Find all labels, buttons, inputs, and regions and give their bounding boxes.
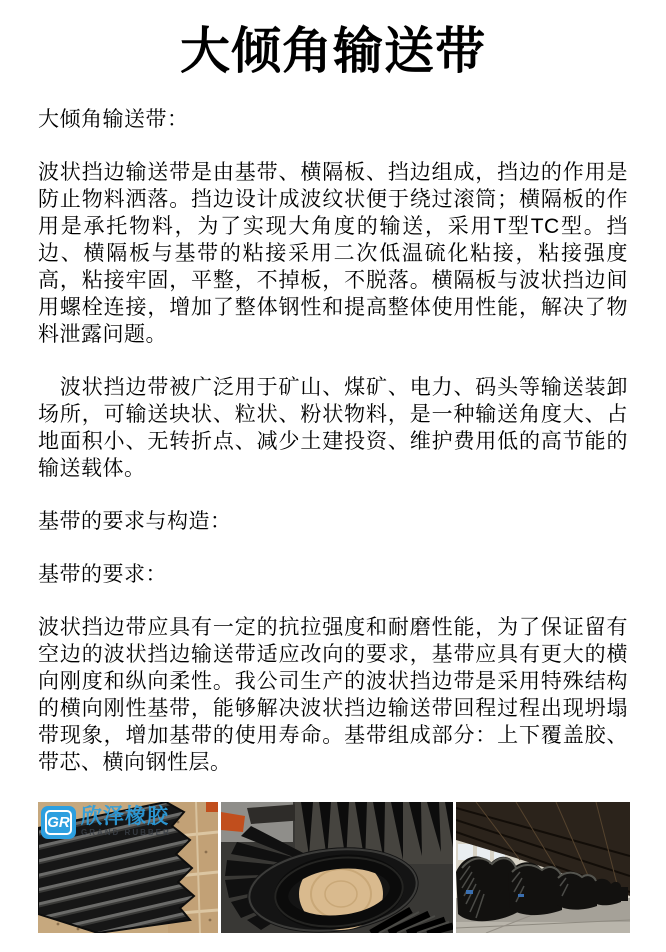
brand-name-english: GRAND RUBBER bbox=[81, 828, 171, 837]
photo-belt-loop-closeup bbox=[221, 802, 453, 933]
product-page bbox=[0, 22, 666, 952]
photo-belt-loop-image bbox=[221, 802, 453, 933]
brand-name-chinese: 欣泽橡胶 bbox=[81, 805, 169, 828]
gr-monogram: GR bbox=[45, 810, 72, 835]
page-title: 大倾角输送带 bbox=[180, 23, 486, 79]
intro-heading: 大倾角输送带： bbox=[38, 108, 189, 131]
section-heading-base-belt-requirements: 基带的要求： bbox=[38, 563, 167, 586]
paragraph-applications: 波状挡边带被广泛用于矿山、煤矿、电力、码头等输送装卸场所，可输送块状、粒状、粉状物料，是一种输送角度大、占地面积小、无转折点、减少土建投资、维护费用低的高节能的输送载体。 bbox=[38, 376, 628, 480]
brand-watermark bbox=[41, 806, 171, 839]
paragraph-composition: 波状挡边输送带是由基带、横隔板、挡边组成，挡边的作用是防止物料洒落。挡边设计成波纹状便于绕过滚筒；横隔板的作用是承托物料，为了实现大角度的输送，采用T型TC型。挡边、横隔板与基带的粘接采用二次低温硫化粘接，粘接强度高，粘接牢固，平整，不掉板，不脱落。横隔板与波状挡边间用螺栓连接，增加了整体钢性和提高整体使用性能，解决了物料泄露问题。 bbox=[38, 161, 628, 346]
product-photo-gallery bbox=[38, 802, 628, 933]
photo-corrugated-sheets bbox=[38, 802, 218, 933]
section-heading-base-belt-structure: 基带的要求与构造： bbox=[38, 510, 232, 533]
photo-warehouse-belt-row bbox=[456, 802, 630, 933]
article-body bbox=[0, 106, 666, 776]
photo-warehouse-image bbox=[456, 802, 630, 933]
gr-logo-icon bbox=[41, 806, 76, 839]
paragraph-base-belt: 波状挡边带应具有一定的抗拉强度和耐磨性能，为了保证留有空边的波状挡边输送带适应改向的要求，基带应具有更大的横向刚度和纵向柔性。我公司生产的波状挡边带是采用特殊结构的横向刚性基带，能够解决波状挡边输送带回程过程出现坍塌带现象，增加基带的使用寿命。基带组成部分：上下覆盖胶、带芯、横向钢性层。 bbox=[38, 616, 628, 774]
